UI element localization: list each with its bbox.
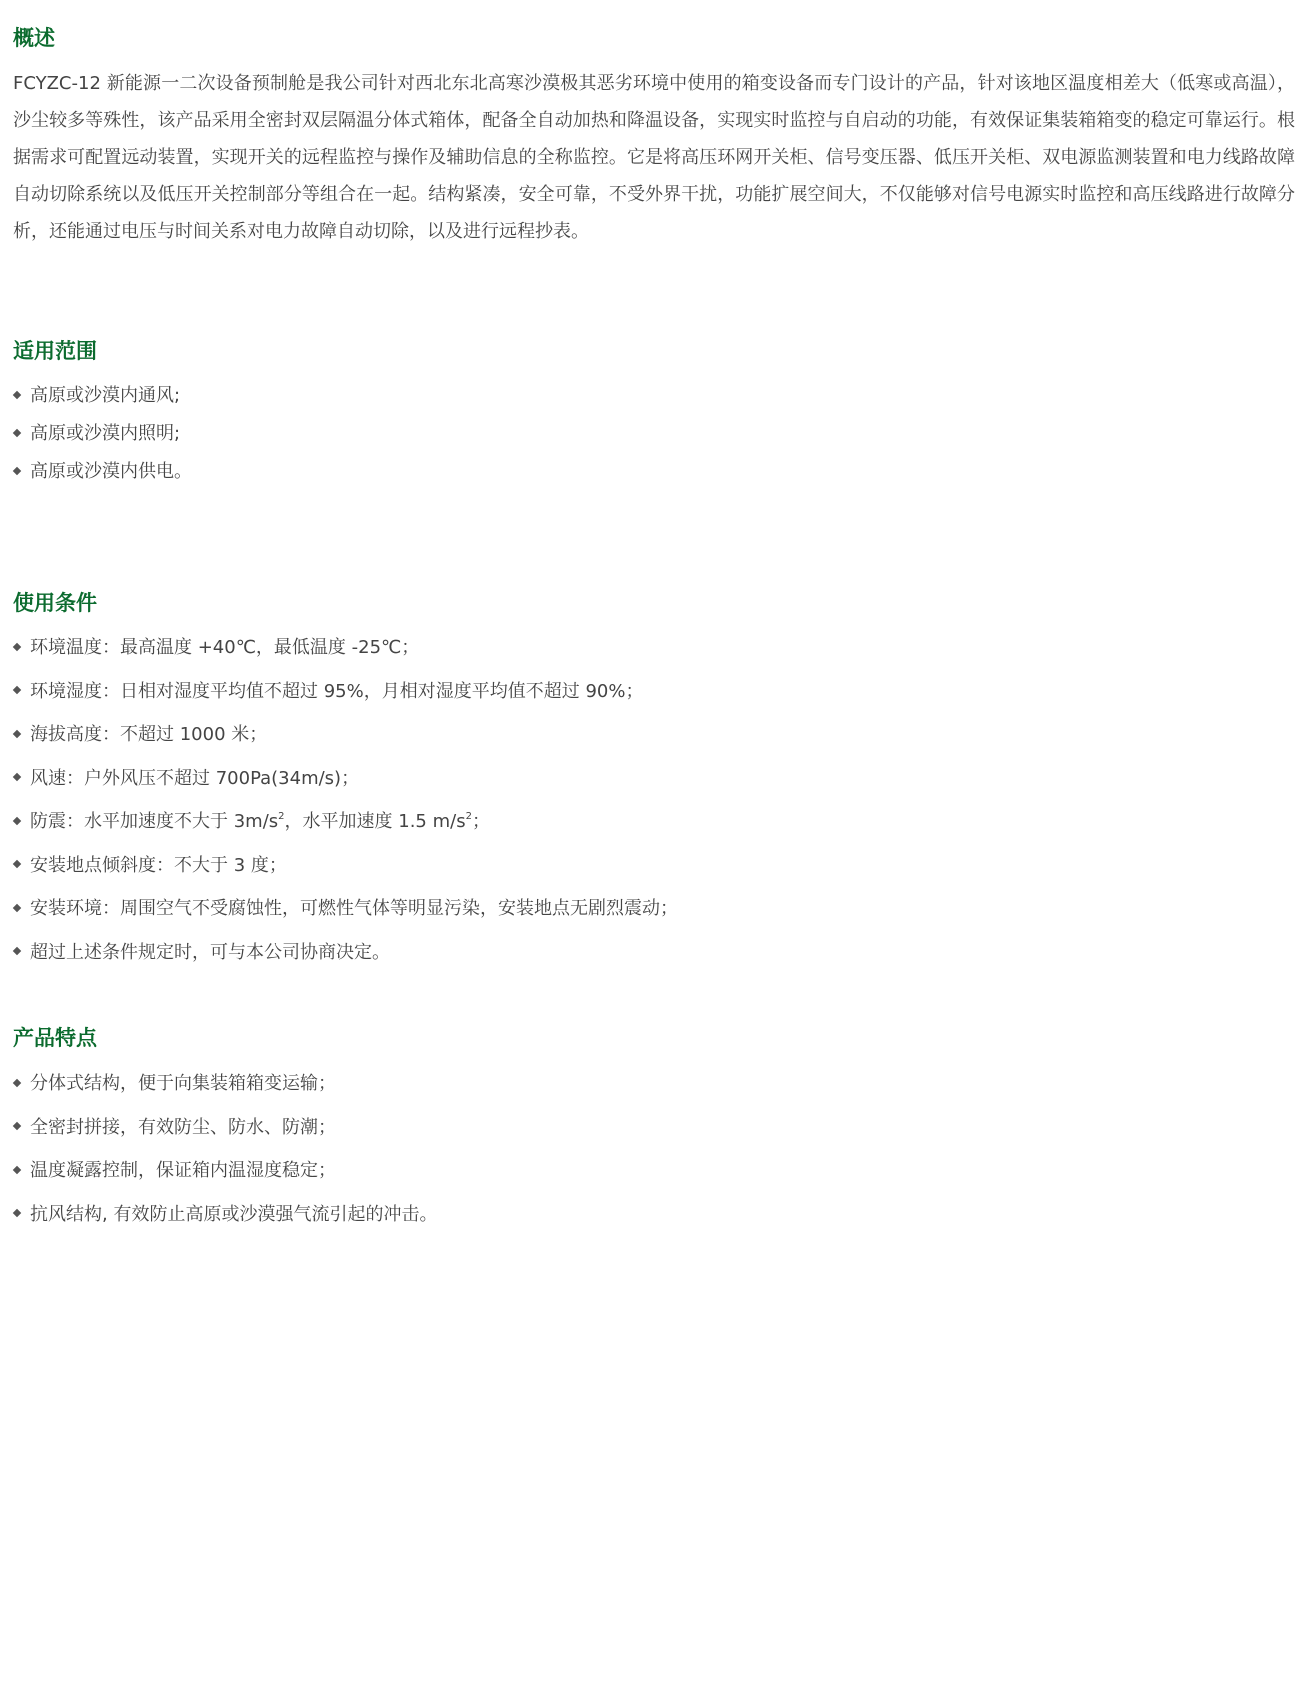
diamond-bullet-icon xyxy=(13,1166,21,1174)
list-item xyxy=(13,1062,437,1106)
diamond-bullet-icon xyxy=(13,904,21,912)
list-item xyxy=(13,931,678,975)
list-item-text: 超过上述条件规定时，可与本公司协商决定。 xyxy=(30,941,390,963)
list-item xyxy=(13,670,678,714)
list-item-text: 海拔高度：不超过 1000 米； xyxy=(30,724,268,745)
diamond-bullet-icon xyxy=(13,1209,21,1217)
list-item xyxy=(13,757,678,801)
list-item xyxy=(13,713,678,757)
scope-heading: 适用范围 xyxy=(13,339,97,363)
overview-heading: 概述 xyxy=(13,26,55,50)
diamond-bullet-icon xyxy=(13,467,21,475)
list-item-text: 风速：户外风压不超过 700Pa(34m/s)； xyxy=(30,767,360,789)
conditions-list xyxy=(13,626,678,974)
quake-text-part2: ，水平加速度 1.5 m/s xyxy=(284,811,466,832)
list-item xyxy=(13,1193,437,1237)
list-item-text: 全密封拼接，有效防尘、防水、防潮； xyxy=(30,1116,336,1138)
list-item-text xyxy=(30,811,490,832)
list-item-text: 安装地点倾斜度：不大于 3 度； xyxy=(30,854,287,876)
list-item xyxy=(13,1149,437,1193)
diamond-bullet-icon xyxy=(13,860,21,868)
superscript-2: 2 xyxy=(278,811,285,822)
diamond-bullet-icon xyxy=(13,391,21,399)
list-item-text: 温度凝露控制，保证箱内温湿度稳定； xyxy=(30,1160,336,1181)
diamond-bullet-icon xyxy=(13,947,21,955)
diamond-bullet-icon xyxy=(13,429,21,437)
list-item xyxy=(13,844,678,888)
list-item xyxy=(13,1106,437,1150)
list-item-text: 安装环境：周围空气不受腐蚀性，可燃性气体等明显污染，安装地点无剧烈震动； xyxy=(30,898,678,919)
diamond-bullet-icon xyxy=(13,686,21,694)
diamond-bullet-icon xyxy=(13,730,21,738)
quake-text-part1: 防震：水平加速度不大于 3m/s xyxy=(30,811,279,832)
superscript-2: 2 xyxy=(465,811,472,822)
diamond-bullet-icon xyxy=(13,643,21,651)
overview-paragraph: FCYZC-12 新能源一二次设备预制舱是我公司针对西北东北高寒沙漠极其恶劣环境中使用的箱变设备而专门设计的产品，针对该地区温度相差大（低寒或高温），沙尘较多等殊性，该产品采用全密封双层隔温分体式箱体，配备全自动加热和降温设备，实现实时监控与自启动的功能，有效保证集装箱箱变的稳定可靠运行。根据需求可配置远动装置，实现开关的远程监控与操作及辅助信息的全称监控。它是将高压环网开关柜、信号变压器、低压开关柜、双电源监测装置和电力线路故障自动切除系统以及低压开关控制部分等组合在一起。结构紧凑，安全可靠，不受外界干扰，功能扩展空间大，不仅能够对信号电源实时监控和高压线路进行故障分析，还能通过电压与时间关系对电力故障自动切除，以及进行远程抄表。 xyxy=(13,73,1295,242)
list-item-text: 高原或沙漠内通风; xyxy=(30,385,181,406)
list-item xyxy=(13,453,192,491)
list-item-text: 抗风结构, 有效防止高原或沙漠强气流引起的冲击。 xyxy=(30,1203,438,1225)
list-item-text: 高原或沙漠内供电。 xyxy=(30,461,192,482)
diamond-bullet-icon xyxy=(13,817,21,825)
list-item-text: 环境湿度：日相对湿度平均值不超过 95%，月相对湿度平均值不超过 90%； xyxy=(30,680,644,702)
list-item xyxy=(13,415,192,453)
list-item xyxy=(13,800,678,844)
list-item xyxy=(13,626,678,670)
diamond-bullet-icon xyxy=(13,1079,21,1087)
features-heading: 产品特点 xyxy=(13,1026,97,1050)
quake-text-part3: ； xyxy=(471,811,490,832)
list-item-text: 高原或沙漠内照明; xyxy=(30,423,181,444)
features-list xyxy=(13,1062,437,1236)
list-item xyxy=(13,377,192,415)
scope-list xyxy=(13,377,192,491)
diamond-bullet-icon xyxy=(13,1122,21,1130)
list-item xyxy=(13,887,678,931)
diamond-bullet-icon xyxy=(13,773,21,781)
list-item-text: 环境温度：最高温度 +40℃，最低温度 -25℃； xyxy=(30,637,420,658)
conditions-heading: 使用条件 xyxy=(13,591,97,615)
list-item-text: 分体式结构，便于向集装箱箱变运输； xyxy=(30,1073,336,1094)
